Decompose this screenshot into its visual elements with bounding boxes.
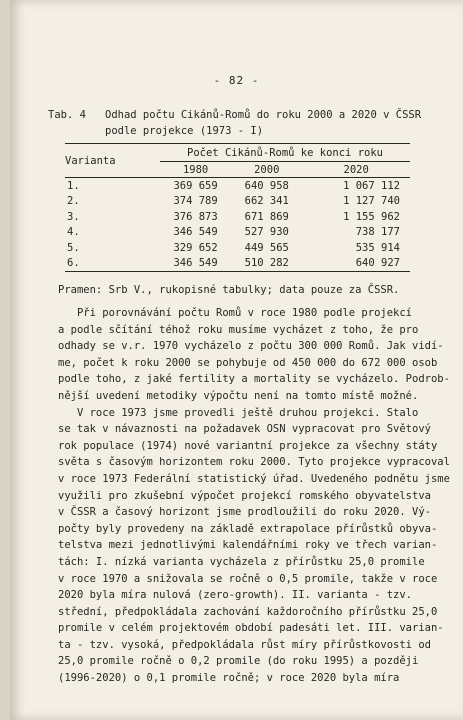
col-header-variant: Varianta — [65, 154, 116, 167]
variant-cell: 2. — [67, 195, 80, 208]
text-line: rok populace (1974) nové variantní projekce za všechny státy — [58, 439, 438, 452]
variant-cell: 3. — [67, 210, 80, 223]
text-line: Při porovnávání počtu Romů v roce 1980 podle projekcí — [58, 307, 413, 319]
text-line: nější uvedení metodiky výpočtu není na tomto místě možné. — [58, 389, 419, 402]
table-row — [65, 225, 410, 241]
text-line: tách: I. nízká varianta vycházela z přírůstku 25,0 promile — [58, 555, 425, 568]
value-cell: 449 565 — [244, 241, 289, 254]
table-row — [65, 256, 410, 272]
value-cell: 671 869 — [244, 210, 289, 223]
value-cell: 1 155 962 — [343, 210, 400, 223]
document-page — [10, 0, 463, 720]
text-line: 2020 byla míra nulová (zero-growth). II. varianta - tzv. — [58, 589, 413, 602]
table-source-note: Pramen: Srb V., rukopisné tabulky; data pouze za ČSSR. — [58, 284, 400, 296]
value-cell: 535 914 — [355, 241, 400, 254]
text-line: v ČSSR a časový horizont jsme prodloužili do roku 2020. Vý- — [58, 506, 431, 519]
text-line: me, počet k roku 2000 se pohybuje od 450 000 do 672 000 osob — [58, 356, 438, 369]
text-line: v roce 1970 a snižovala se ročně o 0,5 promile, takže v roce — [58, 572, 438, 585]
value-cell: 369 659 — [173, 179, 218, 192]
text-line: střední, předpokládala zachování každoročního přírůstku 25,0 — [58, 605, 438, 618]
text-line: (1996-2020) o 0,1 promile ročně; v roce 2020 byla míra — [58, 672, 400, 685]
variant-cell: 1. — [67, 179, 80, 192]
value-cell: 346 549 — [173, 257, 218, 270]
body-text — [58, 305, 450, 687]
text-line: počty byly provedeny na základě extrapolace přírůstků obyva- — [58, 522, 438, 535]
text-line: V roce 1973 jsme provedli ještě druhou projekci. Stalo — [58, 406, 419, 419]
value-cell: 640 927 — [355, 257, 400, 270]
value-cell: 374 789 — [173, 195, 218, 208]
variant-cell: 6. — [67, 257, 80, 270]
text-line: podle toho, z jaké fertility a mortality se vycházelo. Podrob- — [58, 373, 450, 386]
caption-line-1: Odhad počtu Cikánů-Romů do roku 2000 a 2020 v ČSSR — [105, 109, 422, 121]
table-row — [65, 194, 410, 210]
col-header-year: 1980 — [160, 162, 231, 178]
col-header-year: 2000 — [231, 162, 302, 178]
table-caption — [48, 107, 448, 139]
table-row — [65, 209, 410, 225]
text-line: promile v celém projektovém období padesáti let. III. varian- — [58, 622, 444, 635]
text-line: ta - tzv. vysoká, předpokládala růst míry přírůstkovosti od — [58, 638, 431, 651]
table-row — [65, 178, 410, 194]
value-cell: 527 930 — [244, 226, 289, 239]
text-line: se tak v návaznosti na požadavek OSN vypracovat pro Světový — [58, 423, 431, 436]
projection-table — [65, 143, 410, 272]
value-cell: 738 177 — [355, 226, 400, 239]
text-line: telstva mezi jednotlivými kalendářními roky ve třech varian- — [58, 539, 438, 552]
value-cell: 1 067 112 — [343, 179, 400, 192]
text-line: a podle sčítání téhož roku musíme vycházet z toho, že pro — [58, 323, 419, 336]
value-cell: 662 341 — [244, 195, 289, 208]
text-line: využili pro zkušební výpočet projekcí romského obyvatelstva — [58, 489, 431, 502]
value-cell: 346 549 — [173, 226, 218, 239]
variant-cell: 4. — [67, 226, 80, 239]
col-header-group: Počet Cikánů-Romů ke konci roku — [187, 146, 383, 159]
value-cell: 510 282 — [244, 257, 289, 270]
text-line: 25,0 promile ročně o 0,2 promile (do roku 1995) a později — [58, 655, 419, 668]
value-cell: 329 652 — [173, 241, 218, 254]
caption-line-2: podle projekce (1973 - I) — [105, 125, 264, 137]
text-line: odhady se v.r. 1970 vycházelo z počtu 300 000 Romů. Jak vidí- — [58, 340, 444, 353]
text-line: v roce 1973 Federální statistický úřad. Uvedeného podnětu jsme — [58, 472, 450, 485]
page-number: - 82 - — [213, 74, 260, 87]
value-cell: 376 873 — [173, 210, 218, 223]
table-row — [65, 240, 410, 256]
text-line: světa s časovým horizontem roku 2000. Tyto projekce vypracoval — [58, 456, 450, 469]
col-header-year: 2020 — [302, 162, 410, 178]
value-cell: 640 958 — [244, 179, 289, 192]
variant-cell: 5. — [67, 241, 80, 254]
table-label: Tab. 4 — [48, 109, 86, 121]
value-cell: 1 127 740 — [343, 195, 400, 208]
